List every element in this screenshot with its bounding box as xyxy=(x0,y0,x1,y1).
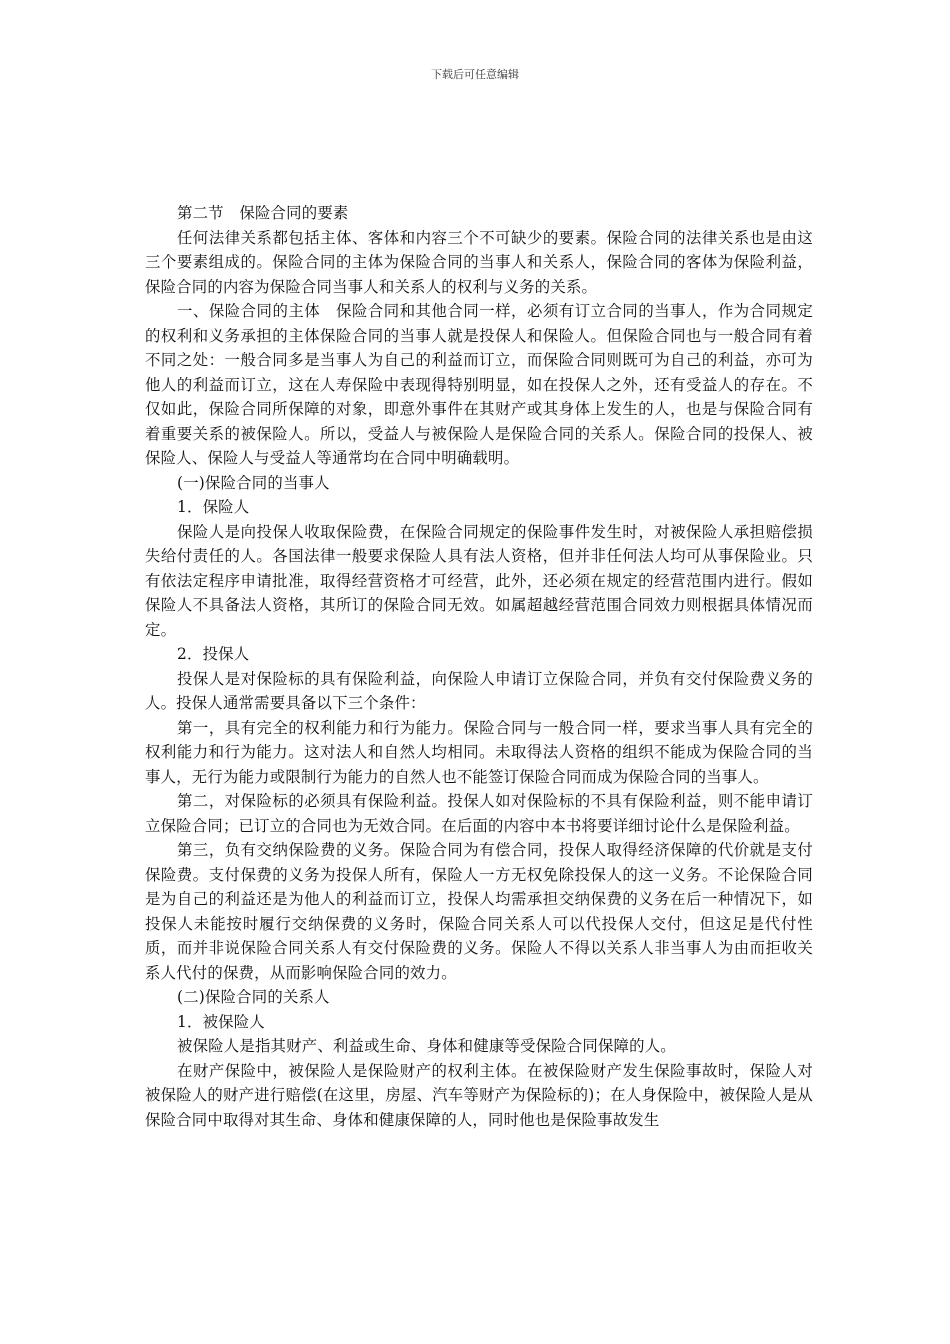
paragraph: 被保险人是指其财产、利益或生命、身体和健康等受保险合同保障的人。 xyxy=(177,1037,676,1055)
subsection-heading: (一)保险合同的当事人 xyxy=(177,473,330,492)
paragraph: 在财产保险中，被保险人是保险财产的权利主体。在被保险财产发生保险事故时，保险人对被保险人的财产进行赔偿(在这里，房屋、汽车等财产为保险标的)；在人身保险中，被保险人是从保险合同中取得对其生命、身体和健康保障的人，同时他也是保险事故发生 xyxy=(145,1061,813,1129)
paragraph: 一、保险合同的主体 保险合同和其他合同一样，必须有订立合同的当事人，作为合同规定的权利和义务承担的主体保险合同的当事人就是投保人和保险人。但保险合同也与一般合同有着不同之处：一般合同多是当事人为自己的利益而订立，而保险合同则既可为自己的利益，亦可为他人的利益而订立，这在人寿保险中表现得特别明显，如在投保人之外，还有受益人的存在。不仅如此，保险合同所保障的对象，即意外事件在其财产或其身体上发生的人，也是与保险合同有着重要关系的被保险人。所以，受益人与被保险人是保险合同的关系人。保险合同的投保人、被保险人、保险人与受益人等通常均在合同中明确载明。 xyxy=(145,302,813,467)
page-header-note: 下载后可任意编辑 xyxy=(431,68,519,81)
section-heading: 第二节 保险合同的要素 xyxy=(177,204,349,222)
item-heading: 1．保险人 xyxy=(177,498,250,516)
paragraph: 第三，负有交纳保险费的义务。保险合同为有偿合同，投保人取得经济保障的代价就是支付保险费。支付保费的义务为投保人所有，保险人一方无权免除投保人的这一义务。不论保险合同是为自己的利益还是为他人的利益而订立，投保人均需承担交纳保费的义务在后一种情况下，如投保人未能按时履行交纳保费的义务时，保险合同关系人可以代投保人交付，但这足是代付性质，而并非说保险合同关系人有交付保险费的义务。保险人不得以关系人非当事人为由而拒收关系人代付的保费，从而影响保险合同的效力。 xyxy=(145,841,813,982)
paragraph: 第一，具有完全的权利能力和行为能力。保险合同与一般合同一样，要求当事人具有完全的权利能力和行为能力。这对法人和自然人均相同。未取得法人资格的组织不能成为保险合同的当事人，无行为能力或限制行为能力的自然人也不能签订保险合同而成为保险合同的当事人。 xyxy=(145,718,813,786)
item-heading: 2．投保人 xyxy=(177,645,250,663)
paragraph: 任何法律关系都包括主体、客体和内容三个不可缺少的要素。保险合同的法律关系也是由这三个要素组成的。保险合同的主体为保险合同的当事人和关系人，保险合同的客体为保险利益，保险合同的内容为保险合同当事人和关系人的权利与义务的关系。 xyxy=(145,228,813,296)
item-heading: 1．被保险人 xyxy=(177,1012,265,1031)
document-body xyxy=(145,201,813,1132)
paragraph: 保险人是向投保人收取保险费，在保险合同规定的保险事件发生时，对被保险人承担赔偿损失给付责任的人。各国法律一般要求保险人具有法人资格，但并非任何法人均可从事保险业。只有依法定程序申请批准，取得经营资格才可经营，此外，还必须在规定的经营范围内进行。假如保险人不具备法人资格，其所订的保险合同无效。如属超越经营范围合同效力则根据具体情况而定。 xyxy=(145,522,813,639)
paragraph: 投保人是对保险标的具有保险利益，向保险人申请订立保险合同，并负有交付保险费义务的人。投保人通常需要具备以下三个条件： xyxy=(145,669,813,712)
subsection-heading: (二)保险合同的关系人 xyxy=(177,988,330,1006)
paragraph: 第二，对保险标的必须具有保险利益。投保人如对保险标的不具有保险利益，则不能申请订立保险合同；已订立的合同也为无效合同。在后面的内容中本书将要详细讨论什么是保险利益。 xyxy=(145,792,813,835)
